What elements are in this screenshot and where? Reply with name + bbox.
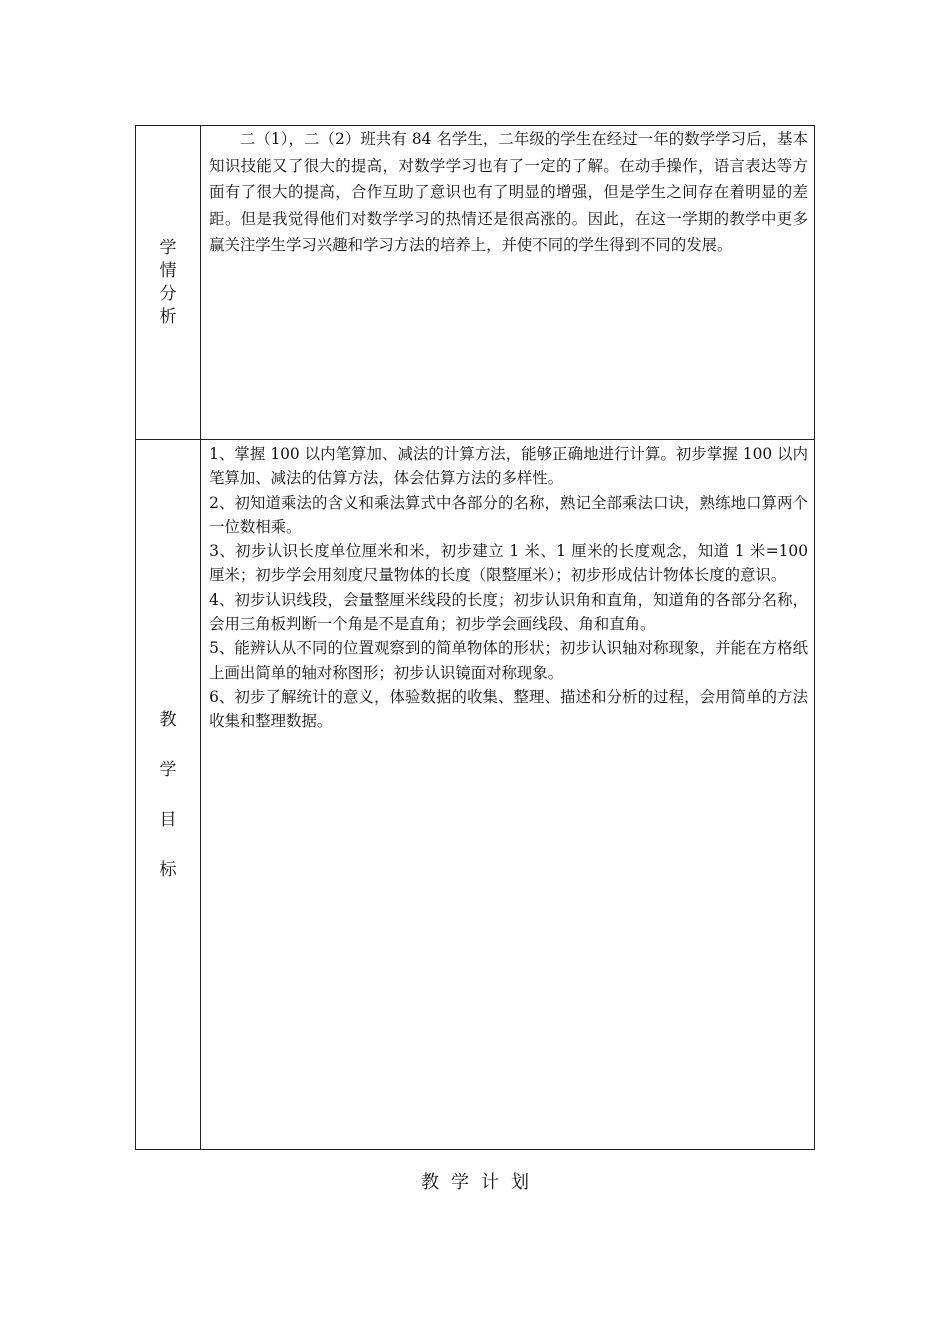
analysis-label-char: 分	[159, 283, 177, 304]
goal-item: 4、初步认识线段，会量整厘米线段的长度；初步认识角和直角，知道角的各部分名称，会用三角板判断一个角是不是直角；初步学会画线段、角和直角。	[209, 590, 808, 634]
goal-item: 1、掌握 100 以内笔算加、减法的计算方法，能够正确地进行计算。初步掌握 100 以内笔算加、减法的估算方法，体会估算方法的多样性。	[209, 445, 808, 488]
goal-item: 5、能辨认从不同的位置观察到的简单物体的形状；初步认识轴对称现象，并能在方格纸上画出简单的轴对称图形；初步认识镜面对称现象。	[209, 639, 808, 682]
goals-label-cell	[136, 440, 201, 1150]
goal-item: 6、初步了解统计的意义，体验数据的收集、整理、描述和分析的过程，会用简单的方法收集和整理数据。	[209, 687, 808, 731]
goal-item: 3、初步认识长度单位厘米和米，初步建立 1 米、1 厘米的长度观念，知道 1 米=100 厘米；初步学会用刻度尺量物体的长度（限整厘米）；初步形成估计物体长度的意识。	[209, 542, 808, 585]
analysis-content-cell	[201, 126, 815, 440]
analysis-label-char: 析	[159, 306, 177, 327]
goals-row	[136, 440, 815, 1150]
goals-label-char: 学	[159, 759, 177, 780]
goals-label-char: 标	[159, 859, 177, 880]
goal-item: 2、初知道乘法的含义和乘法算式中各部分的名称，熟记全部乘法口诀，熟练地口算两个一位数相乘。	[209, 493, 808, 536]
goals-content-cell	[201, 440, 815, 1150]
page-title: 教学计划	[421, 1172, 541, 1193]
analysis-label-char: 学	[159, 237, 177, 258]
goals-label-char: 目	[159, 809, 177, 830]
analysis-label-char: 情	[159, 260, 177, 281]
analysis-row	[136, 126, 815, 440]
analysis-label-cell	[136, 126, 201, 440]
analysis-paragraph: 二（1），二（2）班共有 84 名学生，二年级的学生在经过一年的数学学习后，基本知识技能又了很大的提高，对数学学习也有了一定的了解。在动手操作，语言表达等方面有了很大的提高，合作互助了意识也有了明显的增强，但是学生之间存在着明显的差距。但是我觉得他们对数学学习的热情还是很高涨的。因此，在这一学期的教学中更多赢关注学生学习兴趣和学习方法的培养上，并使不同的学生得到不同的发展。	[209, 130, 808, 254]
plan-table	[135, 125, 815, 1150]
goals-label-char: 教	[159, 709, 177, 730]
